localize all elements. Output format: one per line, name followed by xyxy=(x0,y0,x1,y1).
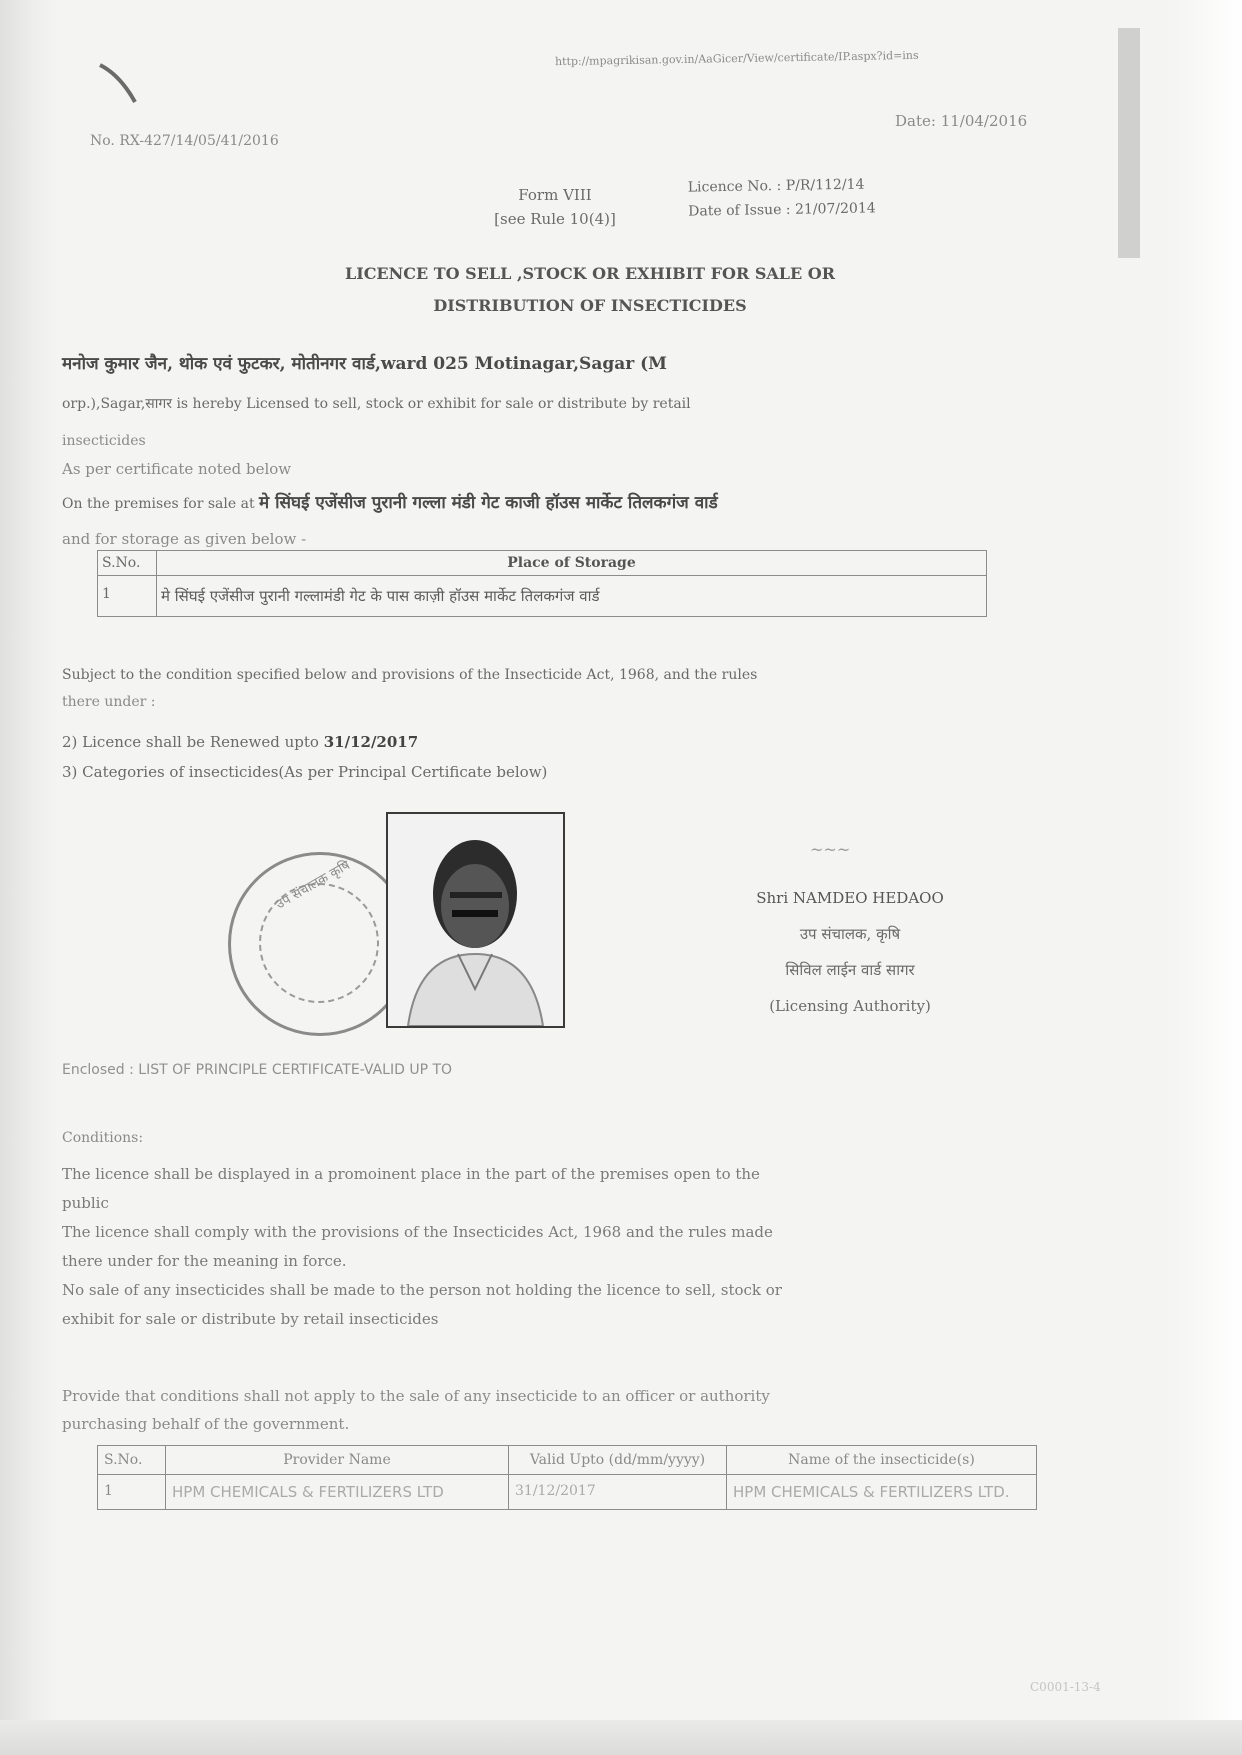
condition-line: The licence shall comply with the provisions of the Insecticides Act, 1968 and the rules made xyxy=(62,1223,773,1241)
provider-header-valid: Valid Upto (dd/mm/yyyy) xyxy=(509,1446,727,1475)
storage-header-place: Place of Storage xyxy=(157,551,987,576)
subject-line: Subject to the condition specified below and provisions of the Insecticide Act, 1968, and the rules xyxy=(62,667,758,683)
as-per-certificate: As per certificate noted below xyxy=(62,460,292,478)
premises-line xyxy=(62,490,718,513)
premises-label: On the premises for sale at xyxy=(62,496,255,512)
signature-block xyxy=(700,880,1000,1024)
storage-intro: and for storage as given below - xyxy=(62,530,307,548)
authority-name: Shri NAMDEO HEDAOO xyxy=(756,889,944,907)
storage-cell-place: मे सिंघई एजेंसीज पुरानी गल्लामंडी गेट के पास काज़ी हॉउस मार्केट तिलकगंज वार्ड xyxy=(157,576,987,617)
scan-shadow xyxy=(1118,28,1140,258)
storage-header-sno: S.No. xyxy=(98,551,157,576)
scan-edge-right xyxy=(1162,0,1242,1755)
licensee-photo xyxy=(386,812,565,1028)
condition-line: public xyxy=(62,1194,109,1212)
title-line-1: LICENCE TO SELL ,STOCK OR EXHIBIT FOR SALE OR xyxy=(344,264,836,283)
authority-role: (Licensing Authority) xyxy=(769,997,931,1015)
licence-number: Licence No. : P/R/112/14 xyxy=(687,176,865,196)
form-rule: [see Rule 10(4)] xyxy=(494,210,616,228)
storage-table-header xyxy=(98,551,987,576)
licensee-name: मनोज कुमार जैन, थोक एवं फुटकर, मोतीनगर वार्ड,ward 025 Motinagar,Sagar (M xyxy=(62,354,667,374)
condition-line: No sale of any insecticides shall be made to the person not holding the licence to sell, stock or xyxy=(62,1281,782,1299)
licensee-statement: orp.),Sagar,सागर is hereby Licensed to sell, stock or exhibit for sale or distribute by retail xyxy=(62,396,691,412)
authority-office: सिविल लाईन वार्ड सागर xyxy=(785,961,915,979)
table-row xyxy=(98,576,987,617)
scan-edge-left xyxy=(0,0,58,1755)
document-date: Date: 11/04/2016 xyxy=(895,112,1028,130)
title-line-2: DISTRIBUTION OF INSECTICIDES xyxy=(433,296,747,315)
provider-cell-name: HPM CHEMICALS & FERTILIZERS LTD xyxy=(166,1475,509,1510)
proviso xyxy=(62,1382,770,1438)
provider-cell-valid: 31/12/2017 xyxy=(509,1475,727,1510)
form-header xyxy=(490,183,620,231)
renewal-line xyxy=(62,733,418,751)
conditions-label: Conditions: xyxy=(62,1130,144,1146)
categories-line: 3) Categories of insecticides(As per Principal Certificate below) xyxy=(62,763,548,781)
licence-info xyxy=(688,172,876,223)
premises-address: मे सिंघई एजेंसीज पुरानी गल्ला मंडी गेट काजी हॉउस मार्केट तिलकगंज वार्ड xyxy=(259,493,718,513)
provider-cell-insecticide: HPM CHEMICALS & FERTILIZERS LTD. xyxy=(727,1475,1037,1510)
condition-line: there under for the meaning in force. xyxy=(62,1252,347,1270)
condition-line: The licence shall be displayed in a promoinent place in the part of the premises open to the xyxy=(62,1165,760,1183)
provider-table xyxy=(97,1445,1037,1510)
authority-designation: उप संचालक, कृषि xyxy=(799,925,901,943)
provider-header-sno: S.No. xyxy=(98,1446,166,1475)
provider-header-insecticide: Name of the insecticide(s) xyxy=(727,1446,1037,1475)
proviso-line-1: Provide that conditions shall not apply to the sale of any insecticide to an officer or authority xyxy=(62,1387,770,1405)
scan-edge-bottom xyxy=(0,1720,1242,1755)
enclosed-line: Enclosed : LIST OF PRINCIPLE CERTIFICATE-VALID UP TO xyxy=(62,1062,453,1078)
provider-table-header xyxy=(98,1446,1037,1475)
form-number: Form VIII xyxy=(518,186,592,204)
subject-continuation: there under : xyxy=(62,694,156,710)
signature-scribble: ~~~ xyxy=(810,840,851,859)
renewal-label: 2) Licence shall be Renewed upto xyxy=(62,733,319,751)
official-stamp xyxy=(228,852,412,1036)
provider-header-name: Provider Name xyxy=(166,1446,509,1475)
fold-mark-icon xyxy=(95,60,145,110)
reference-number: No. RX-427/14/05/41/2016 xyxy=(90,133,279,149)
renewal-date: 31/12/2017 xyxy=(323,733,419,751)
storage-table xyxy=(97,550,987,617)
stamp-text: उप संचालक कृषि xyxy=(273,858,353,913)
footer-code: C0001-13-4 xyxy=(1030,1680,1101,1694)
table-row xyxy=(98,1475,1037,1510)
proviso-line-2: purchasing behalf of the government. xyxy=(62,1415,350,1433)
insecticides-label: insecticides xyxy=(62,433,146,449)
document-title xyxy=(160,258,1020,322)
person-photo-icon xyxy=(388,814,563,1026)
condition-line: exhibit for sale or distribute by retail insecticides xyxy=(62,1310,439,1328)
conditions-list xyxy=(62,1160,1082,1334)
header-url: http://mpagrikisan.gov.in/AaGicer/View/certificate/IP.aspx?id=ins xyxy=(554,48,919,69)
provider-cell-sno: 1 xyxy=(98,1475,166,1510)
storage-cell-sno: 1 xyxy=(98,576,157,617)
date-of-issue: Date of Issue : 21/07/2014 xyxy=(688,200,876,220)
